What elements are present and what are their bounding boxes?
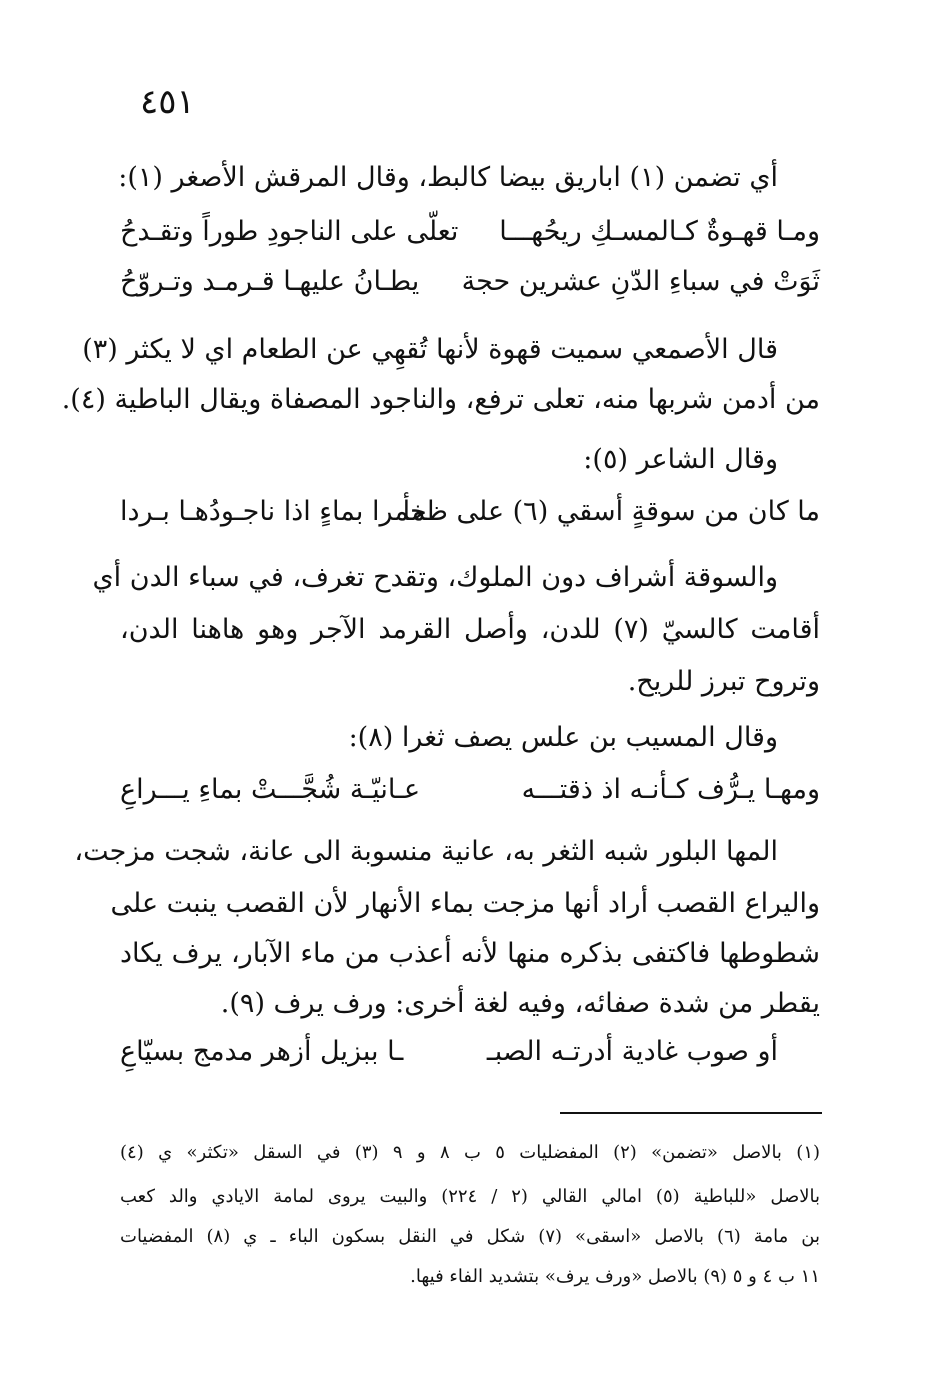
page-number: ٤٥١ — [140, 82, 195, 122]
verse-line — [120, 492, 820, 532]
verse-line — [120, 262, 820, 302]
text-line: قال الأصمعي سميت قهوة لأنها تُقهِي عن الطعام اي لا يكثر (٣) — [82, 334, 778, 365]
text-line: وقال المسيب بن علس يصف ثغرا (٨): — [348, 722, 778, 753]
footnote-line: بن مامة (٦) بالاصل «اسقى» (٧) شكل في النقل بسكون الباء ـ ي (٨) المفضيات — [120, 1226, 820, 1247]
verse-first-hemistich: ثَوَتْ في سباءِ الدّنِ عشرين حجة — [461, 266, 820, 297]
footnote-line: (١) بالاصل «تضمن» (٢) المفضليات ٥ ب ٨ و ٩ (٣) في السقل «تكثر» ي (٤) — [120, 1142, 821, 1163]
text-line: واليراع القصب أراد أنها مزجت بماء الأنهار لأن القصب ينبت على — [110, 888, 820, 919]
verse-second-hemistich: ـا ببزيل أزهر مدمج بسيّاعِ — [120, 1036, 404, 1067]
verse-first-hemistich: ومـا قهـوةٌ كـالمسـكِ ريحُهـــا — [499, 216, 820, 247]
text-line: وتروح تبرز للريح. — [627, 666, 820, 697]
verse-first-hemistich: أو صوب غادية أدرتـه الصبـ — [486, 1036, 778, 1067]
text-line: والسوقة أشراف دون الملوك، وتقدح تغرف، في سباء الدن أي — [92, 562, 778, 593]
text-line: المها البلور شبه الثغر به، عانية منسوبة الى عانة، شجت مزجت، — [74, 836, 778, 867]
text-line: من أدمن شربها منه، تعلى ترفع، والناجود المصفاة ويقال الباطية (٤). — [61, 384, 820, 415]
footnote-line: بالاصل «للباطية (٥) امالي القالي (٢ / ٢٢٤) والبيت يروى لمامة الايادي والد كعب — [120, 1186, 820, 1207]
verse-line — [120, 212, 820, 252]
verse-second-hemistich: عـانيّـة شُجَّـــتْ بماءِ يـــراعِ — [120, 774, 421, 805]
text-line: وقال الشاعر (٥): — [583, 444, 778, 475]
footnote-separator — [560, 1112, 822, 1114]
verse-first-hemistich: ومهـا يـرُّف كـأنـه اذ ذقتـــه — [521, 774, 820, 805]
footnote-line: ١١ ب ٤ و ٥ (٩) بالاصل «ورف يرف» بتشديد الفاء فيها. — [410, 1266, 820, 1287]
text-line: شطوطها فاكتفى بذكره منها لأنه أعذب من ماء الآبار، يرف يكاد — [120, 938, 820, 969]
text-line: أقامت كالسيّ (٧) للدن، وأصل القرمد الآجر وهو هاهنا الدن، — [120, 614, 820, 645]
verse-first-hemistich: ما كان من سوقةٍ أسقي (٦) على ظمأ — [402, 496, 820, 527]
verse-line — [120, 1032, 820, 1072]
verse-second-hemistich: خمرا بماءٍ اذا ناجـودُهـا بـردا — [120, 496, 427, 527]
text-line: أي تضمن (١) اباريق بيضا كالبط، وقال المرقش الأصغر (١): — [118, 162, 778, 193]
verse-second-hemistich: يطـانُ عليهـا قـرمـد وتـروّحُ — [120, 266, 420, 297]
text-line: يقطر من شدة صفائه، وفيه لغة أخرى: ورف يرف (٩). — [220, 988, 820, 1019]
verse-line — [120, 770, 820, 810]
verse-second-hemistich: تعلّى على الناجودِ طوراً وتقـدحُ — [120, 216, 459, 247]
